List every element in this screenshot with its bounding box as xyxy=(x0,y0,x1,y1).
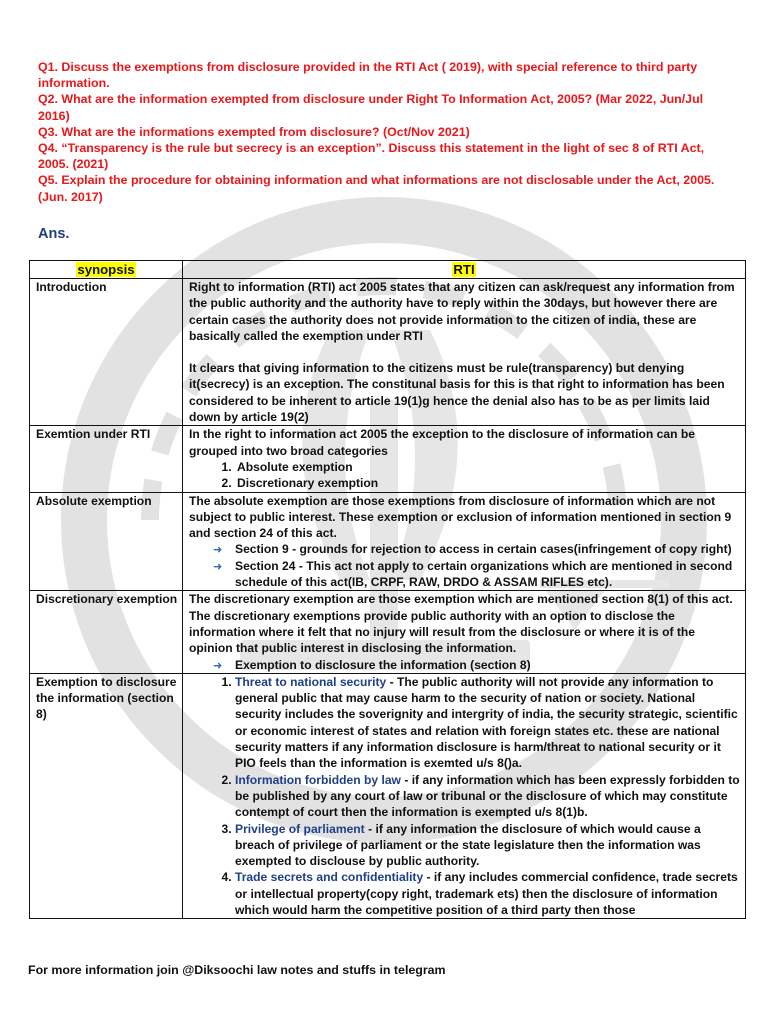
item-term: Information forbidden by law xyxy=(235,772,401,787)
absolute-text: The absolute exemption are those exemptions from disclosure of information which are not subject to public interest. These exemption or exclusion of information mentioned in section 9 and section 24 of this act. xyxy=(189,493,732,541)
list-item xyxy=(189,541,741,557)
row-label: Exemtion under RTI xyxy=(30,426,183,492)
section8-list xyxy=(189,674,741,918)
item-text: - if any includes commercial confidence, trade secrets or intellectual property(copy right, trademark ets) then the disclosure of information which would harm the competitive position of a third party then those xyxy=(235,870,738,917)
header-rti xyxy=(183,261,746,279)
discretionary-list xyxy=(189,657,741,673)
header-rti-text: RTI xyxy=(453,262,475,277)
table-header-row xyxy=(30,261,746,279)
row-label: Absolute exemption xyxy=(30,492,183,591)
row-content xyxy=(183,591,746,673)
list-item: 2. Discretionary exemption xyxy=(235,475,741,491)
row-content xyxy=(183,492,746,591)
list-item xyxy=(235,821,741,870)
item-text: - The public authority will not provide any information to general public that may cause harm to the security of nation or society. National security includes the soverignity and intergrity of india, the security strategic, scientific or economic interest of states and relation with foreign states etc. these are national security matters if any information disclosure is harm/threat to national security or it PIO feels than the information is exemted u/s 8()a. xyxy=(235,674,738,771)
list-item xyxy=(189,657,741,673)
row-content xyxy=(183,279,746,426)
item-text: - if any information the disclosure of which would cause a breach of privilege of parliament or the state legislature then the information was exempted to disclouse by public authority. xyxy=(235,821,701,869)
table-row-exemption xyxy=(30,426,746,492)
list-item xyxy=(235,869,741,918)
item-text: - if any information which has been expressly forbidden to be published by any court of law or tribunal or the disclosure of which may constitute contempt of court then the information is exempted u/s 8(1)b. xyxy=(235,772,740,820)
rti-synopsis-table xyxy=(29,260,746,919)
list-item xyxy=(235,772,741,821)
row-content xyxy=(183,426,746,492)
header-synopsis xyxy=(30,261,183,279)
absolute-list xyxy=(189,541,741,590)
list-item: 1. Absolute exemption xyxy=(235,459,741,475)
header-synopsis-text: synopsis xyxy=(77,262,135,277)
question-q4: Q4. “Transparency is the rule but secrecy is an exception”. Discuss this statement in the light of sec 8 of RTI Act, 2005. (2021) xyxy=(38,141,705,172)
item-term: Trade secrets and confidentiality xyxy=(235,870,424,885)
list-item xyxy=(235,674,741,772)
list-item-text: Exemption to disclosure the information (section 8) xyxy=(235,657,531,672)
item-term: Privilege of parliament xyxy=(235,821,365,836)
question-q1: Q1. Discuss the exemptions from disclosure provided in the RTI Act ( 2019), with special reference to third party information. xyxy=(38,60,698,91)
question-list xyxy=(38,59,738,205)
table-row-absolute xyxy=(30,492,746,591)
exemption-text: In the right to information act 2005 the exception to the disclosure of information can be grouped into two broad categories xyxy=(189,427,695,458)
row-label: Introduction xyxy=(30,279,183,426)
table-row-section8 xyxy=(30,673,746,918)
list-item xyxy=(189,558,741,591)
row-content xyxy=(183,673,746,918)
row-label: Discretionary exemption xyxy=(30,591,183,673)
intro-paragraph-2: It clears that giving information to the citizens must be rule(transparency) but denying it(secrecy) is an exception. The constitunal basis for this is that right to information has been considered to be inherent to article 19(1)g hence the denial also has to be as per limits laid down by article 19(2) xyxy=(189,361,725,425)
exemption-list xyxy=(189,459,741,492)
footer-note: For more information join @Diksoochi law notes and stuffs in telegram xyxy=(28,963,446,977)
table-row-discretionary xyxy=(30,591,746,673)
intro-paragraph-1: Right to information (RTI) act 2005 states that any citizen can ask/request any information from the public authority and the authority have to reply within the 30days, but however there are certain cases the authority does not provide information to the citizen of india, these are basically called the exemption under RTI xyxy=(189,280,735,343)
arrow-bullet-icon: ➜ xyxy=(213,544,223,557)
arrow-bullet-icon: ➜ xyxy=(213,560,223,573)
question-q5: Q5. Explain the procedure for obtaining information and what informations are not disclosable under the Act, 2005. (Jun. 2017) xyxy=(38,173,715,204)
discretionary-text: The discretionary exemption are those exemption which are mentioned section 8(1) of this act. The discretionary exemptions provide public authority with an option to disclose the information where it felt that no injury will result from the disclosure or where it is of the opinion that public interest in disclosing the information. xyxy=(189,592,733,656)
question-q3: Q3. What are the informations exempted from disclosure? (Oct/Nov 2021) xyxy=(38,124,470,139)
table-row-introduction xyxy=(30,279,746,426)
list-item-text: Section 9 - grounds for rejection to access in certain cases(infringement of copy right) xyxy=(235,542,732,557)
row-label: Exemption to disclosure the information (section 8) xyxy=(30,673,183,918)
question-q2: Q2. What are the information exempted from disclosure under Right To Information Act, 2005? (Mar 2022, Jun/Jul 2016) xyxy=(38,92,704,123)
list-item-text: Section 24 - This act not apply to certain organizations which are mentioned in second schedule of this act(IB, CRPF, RAW, DRDO & ASSAM RIFLES etc). xyxy=(235,558,733,590)
arrow-bullet-icon: ➜ xyxy=(213,659,223,672)
answer-label: Ans. xyxy=(38,226,70,242)
item-term: Threat to national security xyxy=(235,674,387,689)
